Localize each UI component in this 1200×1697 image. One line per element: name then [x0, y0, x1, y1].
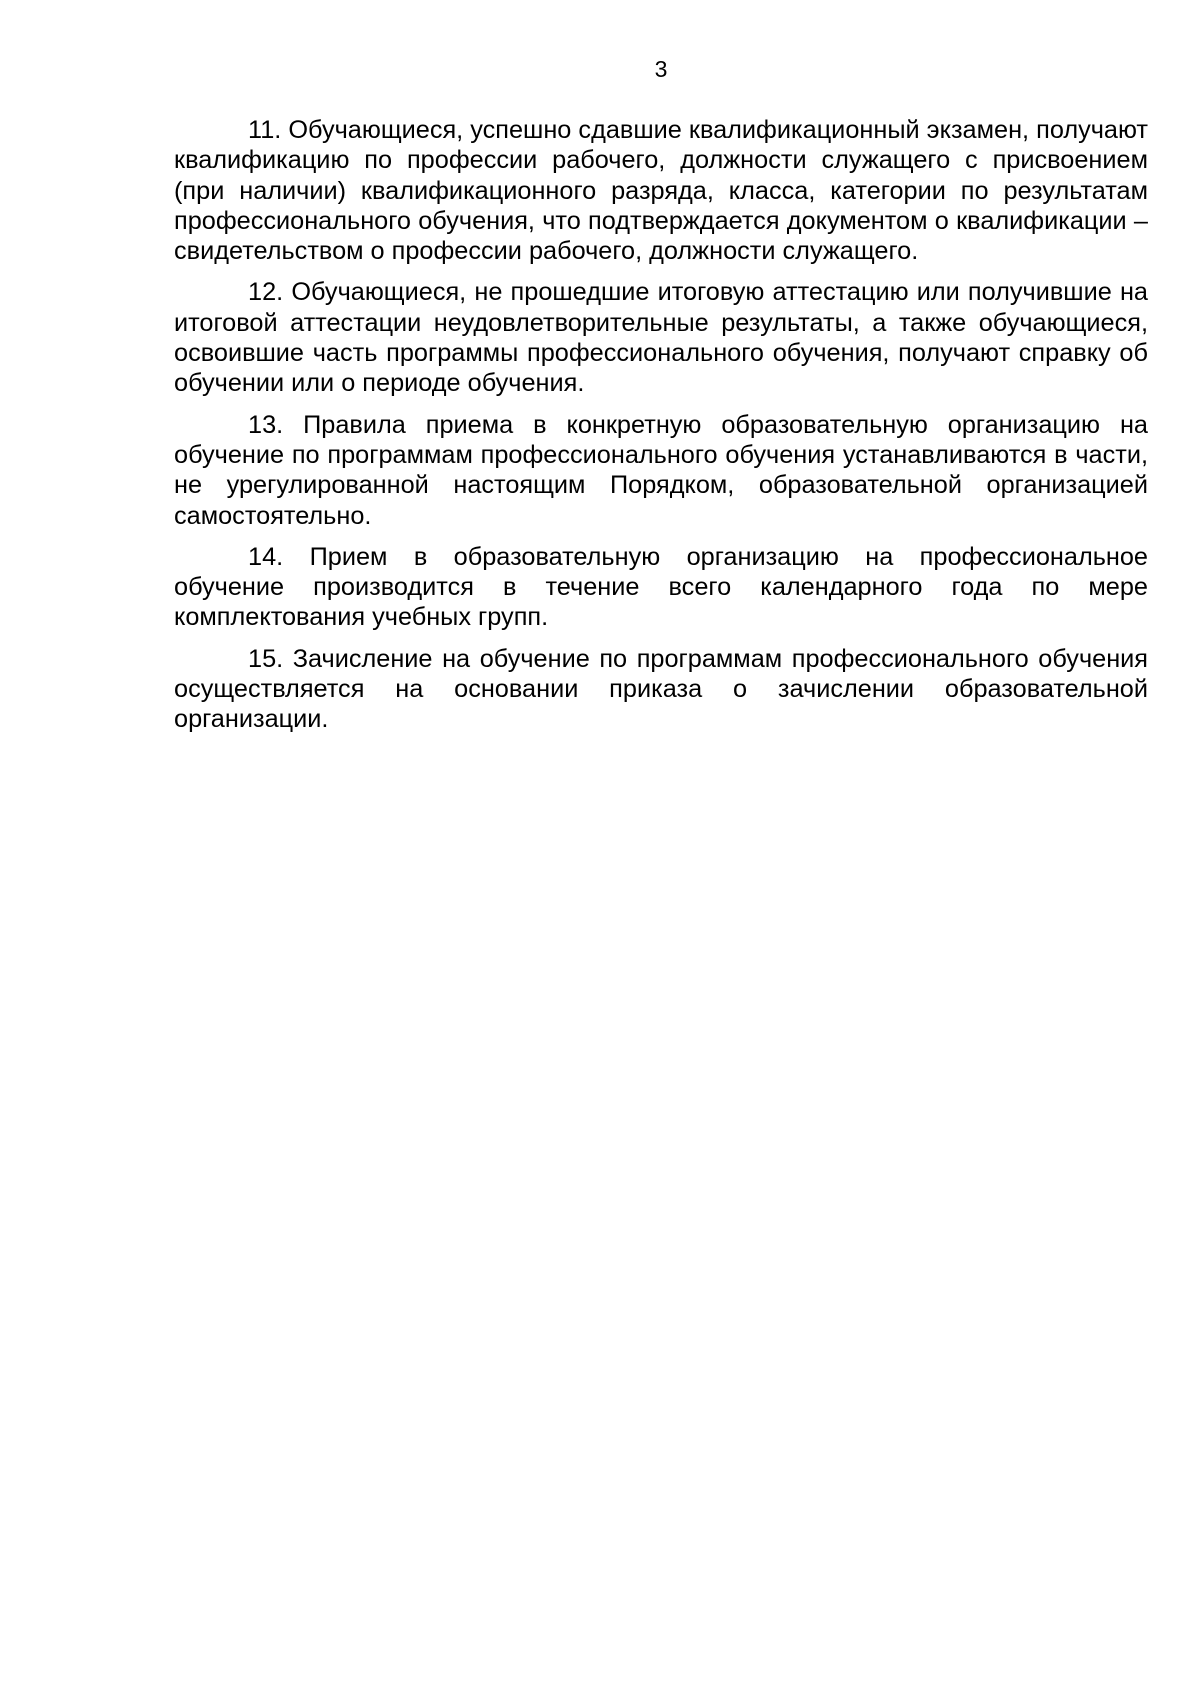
document-body: [174, 115, 1148, 746]
page-number: 3: [654, 56, 668, 82]
paragraph-12: 12. Обучающиеся, не прошедшие итоговую аттестацию или получившие на итоговой аттестации неудовлетворительные результаты, а также обучающиеся, освоившие часть программы профессионального обучения, получают справку об обучении или о периоде обучения.: [174, 278, 1148, 398]
paragraph-13: 13. Правила приема в конкретную образовательную организацию на обучение по программам профессионального обучения устанавливаются в части, не урегулированной настоящим Порядком, образовательной организацией самостоятельно.: [174, 410, 1148, 530]
paragraph-15: 15. Зачисление на обучение по программам профессионального обучения осуществляется на основании приказа о зачислении образовательной организации.: [174, 644, 1148, 734]
paragraph-14: 14. Прием в образовательную организацию на профессиональное обучение производится в течение всего календарного года по мере комплектования учебных групп.: [174, 542, 1148, 632]
paragraph-11: 11. Обучающиеся, успешно сдавшие квалификационный экзамен, получают квалификацию по профессии рабочего, должности служащего с присвоением (при наличии) квалификационного разряда, класса, категории по результатам профессионального обучения, что подтверждается документом о квалификации – свидетельством о профессии рабочего, должности служащего.: [174, 116, 1148, 266]
